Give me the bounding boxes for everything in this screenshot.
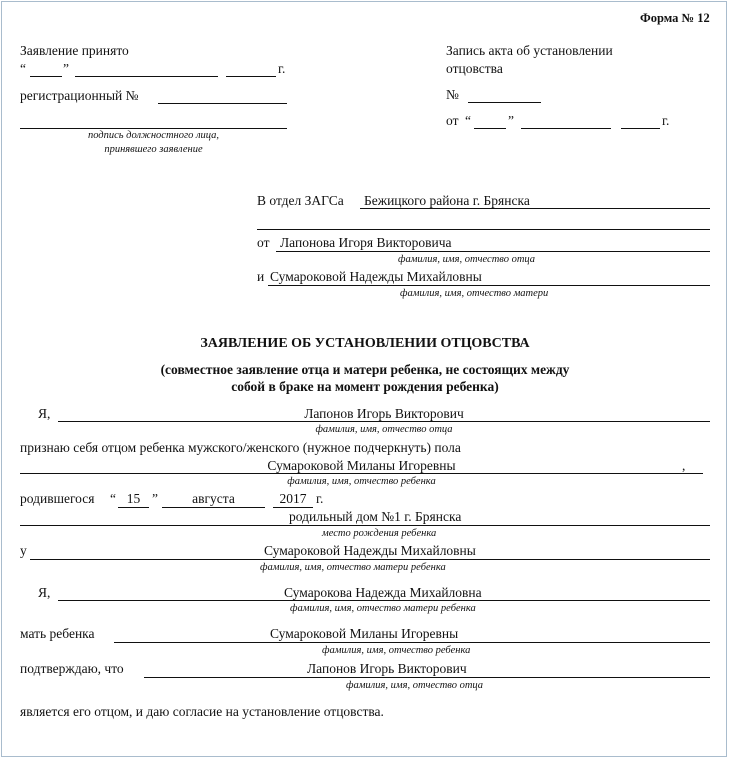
birth-place-line (20, 525, 710, 526)
mother-of-label: мать ребенка (20, 626, 95, 641)
record-quote-close: ” (508, 113, 514, 128)
accepted-quote-close: ” (63, 61, 69, 76)
father-i-label: Я, (38, 406, 51, 421)
mother-i-label: Я, (38, 585, 51, 600)
birth-place: родильный дом №1 г. Брянска (289, 509, 462, 524)
applicant-father-caption: фамилия, имя, отчество отца (398, 254, 536, 265)
father-name-2-caption: фамилия, имя, отчество отца (346, 680, 484, 691)
record-month-line (521, 128, 611, 129)
document-title: ЗАЯВЛЕНИЕ ОБ УСТАНОВЛЕНИИ ОТЦОВСТВА (200, 336, 530, 351)
child-name-2: Сумароковой Миланы Игоревны (270, 626, 459, 641)
applicant-mother-caption: фамилия, имя, отчество матери (400, 288, 549, 299)
birth-month: августа (192, 491, 235, 506)
applicant-mother: Сумароковой Надежды Михайловны (270, 269, 482, 284)
document-subtitle-2: собой в браке на момент рождения ребенка) (231, 379, 499, 394)
birth-year-suffix: г. (316, 491, 324, 506)
record-title-1: Запись акта об установлении (446, 43, 613, 58)
form-number: Форма № 12 (640, 11, 710, 25)
child-name-2-line (114, 642, 710, 643)
birth-quote-open: “ (110, 491, 116, 506)
record-year-line (621, 128, 660, 129)
to-office-label: В отдел ЗАГСа (257, 193, 344, 208)
birth-quote-close: ” (152, 491, 158, 506)
document-subtitle-1: (совместное заявление отца и матери ребенка, не состоящих между (160, 362, 570, 377)
signature-line (20, 128, 287, 129)
signature-caption-1: подпись должностного лица, (87, 130, 220, 141)
mother-name: Сумарокова Надежда Михайловна (284, 585, 482, 600)
record-number-line (468, 102, 541, 103)
father-name-caption: фамилия, имя, отчество отца (315, 424, 453, 435)
record-title-2: отцовства (446, 61, 503, 76)
final-statement: является его отцом, и даю согласие на установление отцовства. (20, 704, 384, 719)
accepted-year-suffix: г. (278, 61, 286, 76)
child-name-comma: , (682, 458, 686, 473)
record-year-suffix: г. (662, 113, 670, 128)
birth-month-line (162, 507, 265, 508)
record-quote-open: “ (465, 113, 471, 128)
accepted-month-line (75, 76, 218, 77)
signature-caption-2: принявшего заявление (104, 144, 203, 155)
mother-gen-line (30, 559, 710, 560)
accepted-quote-open: “ (20, 61, 26, 76)
birth-place-caption: место рождения ребенка (322, 528, 437, 539)
record-day-line (474, 128, 506, 129)
applicant-mother-line (268, 285, 710, 286)
record-from-label: от (446, 113, 459, 128)
applicant-father-line (276, 251, 710, 252)
child-name-caption: фамилия, имя, отчество ребенка (287, 476, 436, 487)
birth-year-line (273, 507, 313, 508)
confirm-label: подтверждаю, что (20, 661, 124, 676)
born-label: родившегося (20, 491, 95, 506)
mother-gen-name: Сумароковой Надежды Михайловны (264, 543, 476, 558)
father-name-2: Лапонов Игорь Викторович (307, 661, 467, 676)
from-label: от (257, 235, 270, 250)
and-label: и (257, 269, 265, 284)
reg-number-label: регистрационный № (20, 88, 139, 103)
mother-name-caption: фамилия, имя, отчество матери ребенка (290, 603, 476, 614)
birth-day: 15 (126, 491, 141, 506)
at-label: у (20, 543, 27, 558)
applicant-father: Лапонова Игоря Викторовича (280, 235, 452, 250)
mother-gen-caption: фамилия, имя, отчество матери ребенка (260, 562, 446, 573)
accepted-year-line (226, 76, 276, 77)
child-name-2-caption: фамилия, имя, отчество ребенка (322, 645, 471, 656)
office-line-2 (257, 229, 710, 230)
birth-day-line (118, 507, 149, 508)
accepted-title: Заявление принято (20, 43, 129, 58)
birth-year: 2017 (279, 491, 307, 506)
father-name-2-line (144, 677, 710, 678)
reg-number-line (158, 103, 287, 104)
child-name: Сумароковой Миланы Игоревны (267, 458, 456, 473)
accepted-day-line (30, 76, 62, 77)
record-number-label: № (446, 87, 459, 102)
father-name: Лапонов Игорь Викторович (304, 406, 464, 421)
recognition-text: признаю себя отцом ребенка мужского/женского (нужное подчеркнуть) пола (20, 440, 461, 455)
office-name: Бежицкого района г. Брянска (364, 193, 530, 208)
